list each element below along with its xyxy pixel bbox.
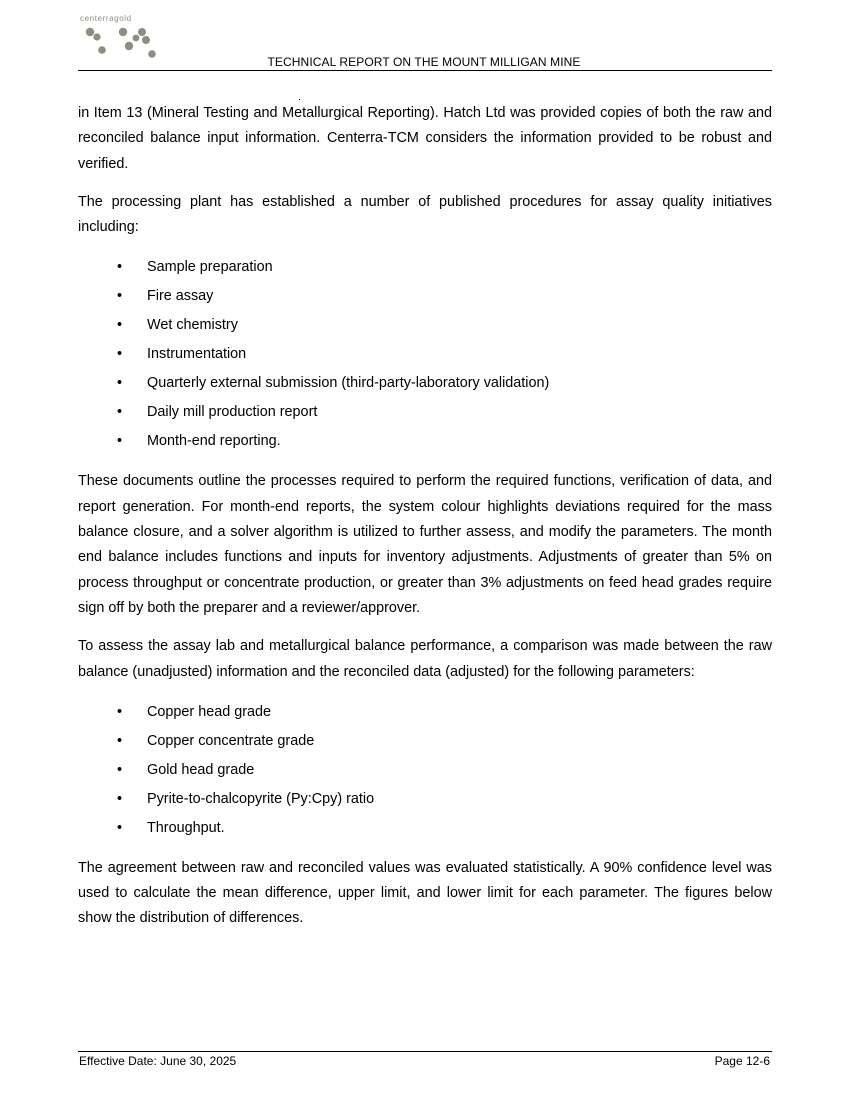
list-item: • Pyrite-to-chalcopyrite (Py:Cpy) ratio xyxy=(78,785,772,814)
bullet-icon: • xyxy=(117,288,123,305)
effective-date: Effective Date: June 30, 2025 xyxy=(79,1054,237,1068)
list-item: • Copper concentrate grade xyxy=(78,727,772,756)
header-divider xyxy=(78,70,772,71)
paragraph-3: These documents outline the processes required to perform the required functions, verification of data, and report generation. For month-end reports, the system colour highlights deviations required for the mass balance closure, and a solver algorithm is utilized to further assess, and modify the parameters. The month end balance includes functions and inputs for inventory adjustments. Adjustments of greater than 5% on process throughput or concentrate production, or greater than 3% adjustments on feed head grades require sign off by both the preparer and a reviewer/approver. xyxy=(78,473,772,616)
list-item: • Quarterly external submission (third-party-laboratory validation) xyxy=(78,369,772,398)
bullet-icon: • xyxy=(117,375,123,392)
bullet-icon: • xyxy=(117,790,123,807)
list-item: • Sample preparation xyxy=(78,253,772,282)
report-header-title: TECHNICAL REPORT ON THE MOUNT MILLIGAN MINE xyxy=(267,55,581,69)
bullet-icon: • xyxy=(117,404,123,421)
list-item: • Fire assay xyxy=(78,282,772,311)
paragraph-4: To assess the assay lab and metallurgical balance performance, a comparison was made between the raw balance (unadjusted) information and the reconciled data (adjusted) for the following parameters: xyxy=(78,638,772,680)
bullet-icon: • xyxy=(117,346,123,363)
bullet-icon: • xyxy=(117,761,123,778)
list-item: • Daily mill production report xyxy=(78,398,772,427)
list-item: • Instrumentation xyxy=(78,340,772,369)
bullet-icon: • xyxy=(117,259,123,276)
bullet-icon: • xyxy=(117,703,123,720)
list-item: • Month-end reporting. xyxy=(78,427,772,456)
bullet-icon: • xyxy=(117,433,123,450)
bullet-icon: • xyxy=(117,317,123,334)
page-number: Page 12-6 xyxy=(714,1054,770,1068)
paragraph-1: in Item 13 (Mineral Testing and Metallurgical Reporting). Hatch Ltd was provided copies of both the raw and reconciled balance input information. Centerra-TCM considers the information provided to be robust and verified. xyxy=(78,105,772,172)
bullet-icon: • xyxy=(117,732,123,749)
stray-mark xyxy=(299,99,300,100)
paragraph-5: The agreement between raw and reconciled values was evaluated statistically. A 90% confidence level was used to calculate the mean difference, upper limit, and lower limit for each parameter. The figures below show the distribution of differences. xyxy=(78,859,772,927)
list-item: • Copper head grade xyxy=(78,698,772,727)
list-item: • Gold head grade xyxy=(78,756,772,785)
logo-wordmark: centerragold xyxy=(80,14,132,23)
procedures-list xyxy=(78,253,772,456)
page-body xyxy=(78,101,772,945)
bullet-icon: • xyxy=(117,819,123,836)
list-item: • Throughput. xyxy=(78,814,772,843)
list-item: • Wet chemistry xyxy=(78,311,772,340)
paragraph-2: The processing plant has established a number of published procedures for assay quality initiatives including: xyxy=(78,193,772,236)
parameters-list xyxy=(78,698,772,843)
footer-divider xyxy=(78,1051,772,1052)
